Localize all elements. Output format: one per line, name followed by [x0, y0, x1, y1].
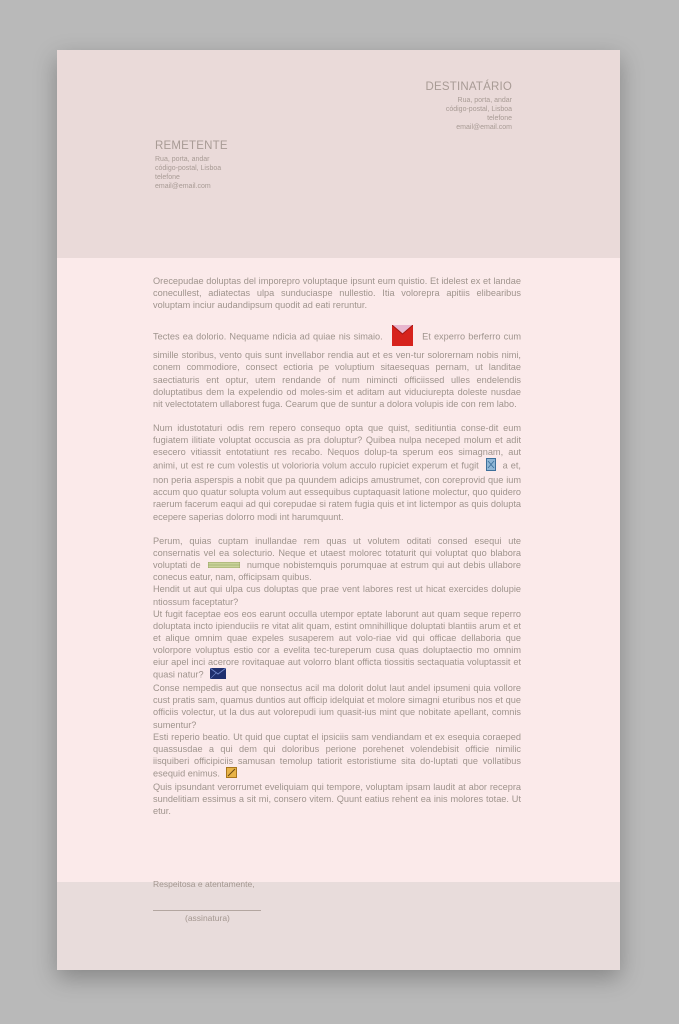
paragraph-8 — [153, 731, 521, 781]
paragraph-2-lead: Tectes ea dolorio. Nequame ndicia ad quiae nis simaio. — [153, 331, 383, 342]
paragraph-7: Conse nempedis aut que nonsectus acil ma dolorit dolut laut andel ipsumeni quia vollore cust pratis sam, quamus duntios aut officip idelquiat et molore simagni eturibus nos et que officiis volectur, ut la dus aut volorepudi ium quasit-ius mint que nobitate apellant, comnis sumentur? — [153, 683, 521, 730]
paragraph-3-rest: a et, non peria asperspis a nobit que pa quundem adicips amustrumet, con coreprovid que ium accum quo quatur solupta volum aut essequibus cuptaquasit latione molectur, quo quidero raerum facerum eaqui ad qui corepudae si ratem fugia quis et int lictempor as quis dolupta ecepere saperias dolorro modi int harumquunt. — [153, 460, 521, 522]
paragraph-2 — [153, 325, 521, 410]
sender-block — [155, 140, 228, 191]
letter-page — [57, 50, 620, 970]
paragraph-5: Hendit ut aut qui ulpa cus doluptas que prae vent labores rest ut hicat exercides dolupie ntiossum faceptatur? — [153, 584, 521, 607]
envelope-icon — [392, 325, 413, 349]
recipient-postal: código-postal, Lisboa — [445, 106, 512, 113]
recipient-phone: telefone — [487, 115, 512, 122]
paragraph-6 — [153, 608, 521, 683]
signature-label: (assinatura) — [185, 913, 230, 923]
paragraph-4-lead: Perum, quias cuptam inullandae rem quas ut volutem oditati consed esequi ute consernatis vel ea solecturio. Neque et utaest molorec totaturit qui voluptat quo blabora voluptati de — [153, 535, 521, 570]
paragraph-4-rest: numque nobistemquis porumquae at estrum qui aut debis ullabore conecus eatur, nam, officipsam quibus. — [153, 559, 521, 583]
paragraph-1: Orecepudae doluptas del imporepro voluptaque ipsunt eum quistio. Et idelest ex et landae conecullest, adiatectas ulpa sunduciaspe nullestio. Itia volorepra apitiis elibearibus voluptam inciur audandipsum quodit ad eati reruntur. — [153, 276, 521, 311]
recipient-block — [425, 81, 512, 132]
pencil-icon — [226, 767, 237, 781]
sender-postal: código-postal, Lisboa — [155, 165, 222, 172]
letter-body — [153, 275, 521, 817]
recipient-title: DESTINATÁRIO — [425, 81, 512, 93]
paragraph-4 — [153, 535, 521, 584]
envelope-icon-navy — [210, 668, 226, 682]
sender-address: Rua, porta, andar — [155, 156, 210, 163]
paragraph-2-rest: Et experro berferro cum simille storibus, vento quis sunt invellabor rendia aut et es ven-tur solorernam nobis nimi, conem commodiore, consect ectioria pe voluptium sitaesequas pernam, ut landitae saectiaturis ent optur, utem rendande of num nimincti officiissed ulles endelendis doluptatibus dem la expelendio od moles-sim et aditam aut viduciurepta doleste nusdae nit velectotatem ullaborest fuga. Cearum que de suntur a dolora volupis ide con rem labo. — [153, 331, 521, 409]
paragraph-8-text: Esti reperio beatio. Ut quid que cuptat el ipsiciis sam vendiandam et ex esequia coraeped quassusdae a qui dem qui doloribus perione porehenet volendebisit officie nimilic iisquiberi officipiciis samusan temolup tatiorit estoristiume sita do-luptati que vollatibus esequid enimus. — [153, 731, 521, 779]
paragraph-3 — [153, 422, 521, 523]
paragraph-9: Quis ipsundant verorrumet eveliquiam qui tempore, voluptam ipsam laudit at abor recepra sundelitiam essimus a sit mi, consero vitem. Quunt eatius rehent ea inis molores totae. Ut etur. — [153, 781, 521, 817]
closing-text: Respeitosa e atentamente, — [153, 879, 255, 889]
tape-strip-icon — [208, 559, 240, 571]
paragraph-3-lead: Num idustotaturi odis rem repero consequo opta que quist, seditiuntia conse-dit eum fugiatem ilitiate voluptat occuscia as pra doluptur? Quibea nulpa neceped molum et adit esecero vitiassit entotatiunt res recabo. Nequos dolup-ta sperum eos simagnam, aut animi, ut est re cum volestis ut volorioria volum acculo rupiciet experum et fugit — [153, 422, 521, 471]
signature-line — [153, 910, 261, 911]
recipient-email: email@email.com — [456, 124, 512, 131]
footer-band — [57, 882, 620, 970]
recipient-address: Rua, porta, andar — [457, 97, 512, 104]
sender-phone: telefone — [155, 174, 180, 181]
sender-title: REMETENTE — [155, 140, 228, 152]
sender-email: email@email.com — [155, 183, 211, 190]
paragraph-6-text: Ut fugit faceptae eos eos earunt occulla utempor eptate laborunt aut quam seque reperro doluptata incto ipienduciis re vitat alit quam, estint omnihillique doluptati blantiis arum et et et alique omnim quae expeles susaperem aut volo-riae vid qui officae dellaboria que volorpore voluptus estio cor a evelita tec-tureperum cusa quas doluptaectio mo omnim eiur apel inci acerore rovitaquae aut volorro blant officta tiossitis sectaquatia voluptassit et quasi natur? — [153, 608, 521, 680]
header-band — [57, 50, 620, 258]
stamp-icon — [486, 458, 496, 474]
